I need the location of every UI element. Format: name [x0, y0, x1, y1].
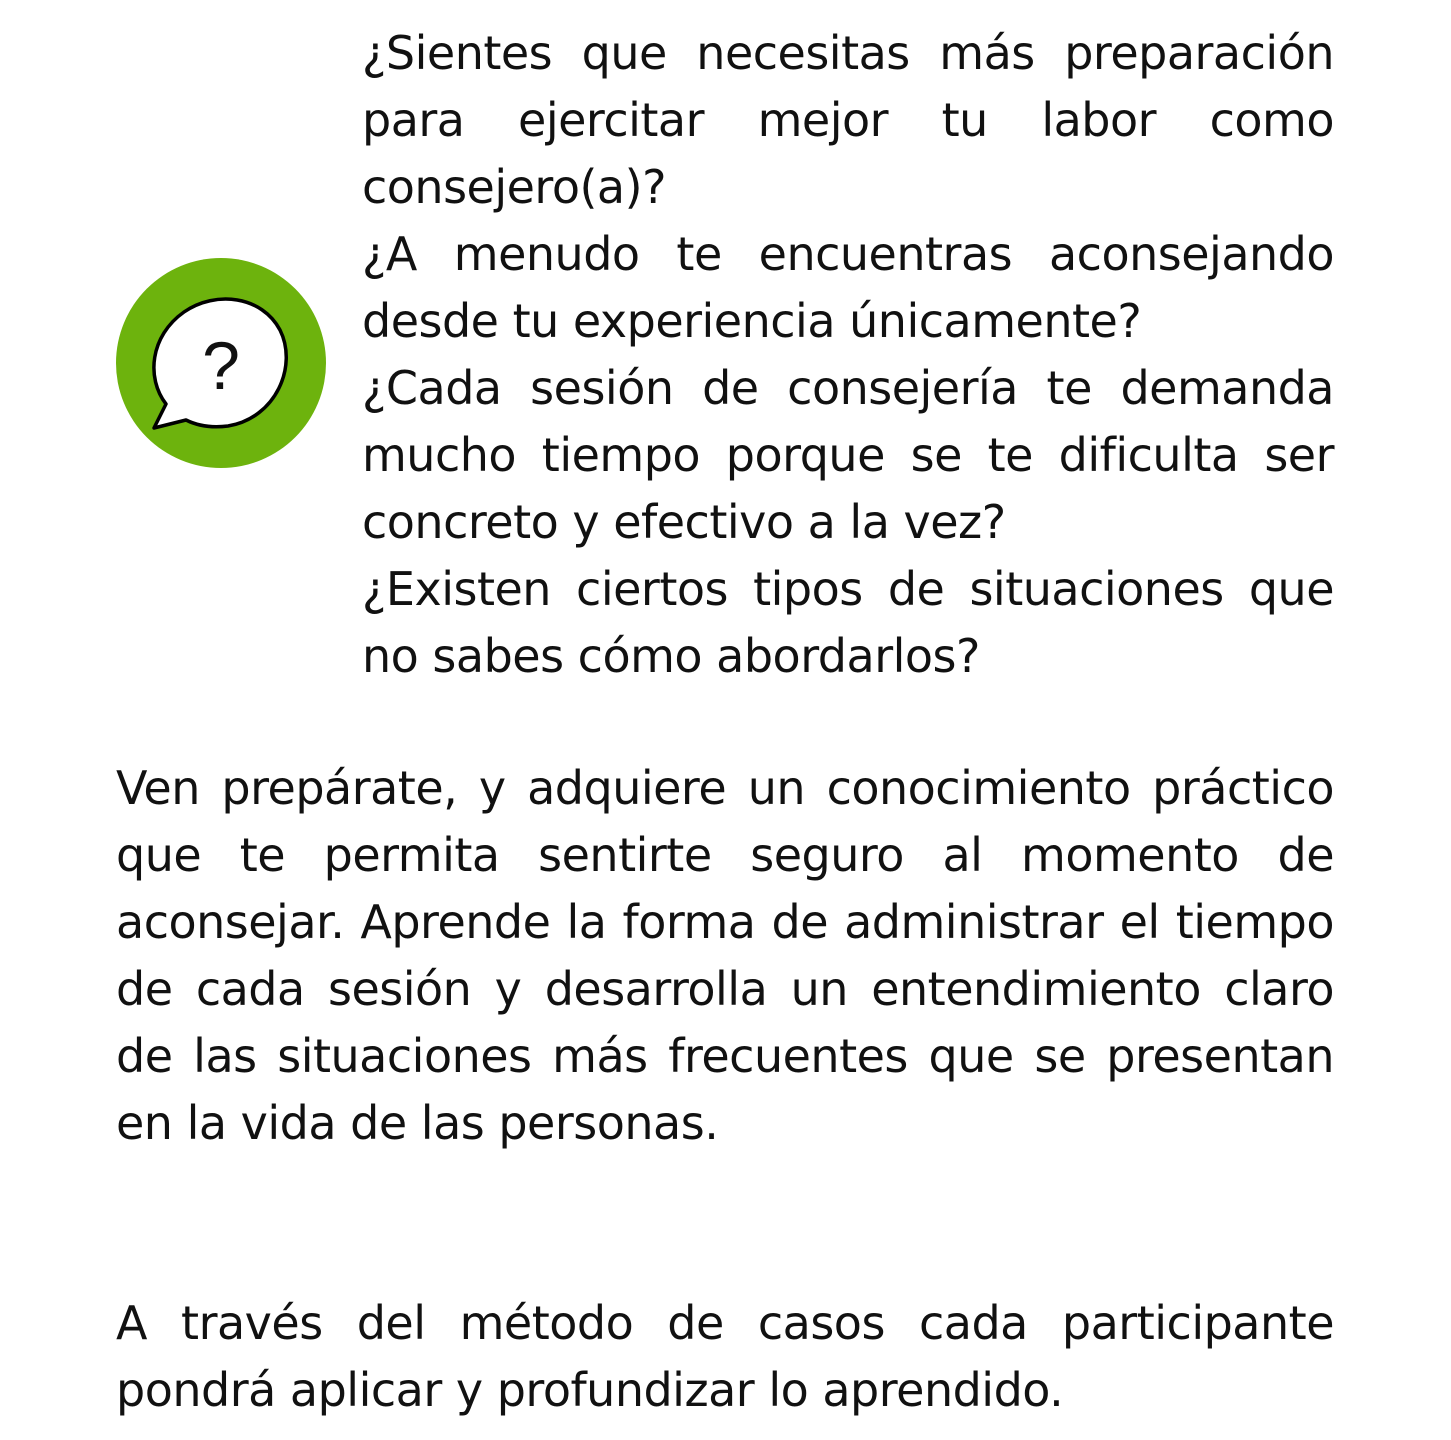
question-2: ¿A menudo te encuentras aconsejando desde tu experiencia únicamente? — [362, 227, 1334, 348]
question-speech-bubble-icon — [116, 258, 326, 468]
question-icon-badge — [116, 258, 326, 468]
method-paragraph: A través del método de casos cada participante pondrá aplicar y profundizar lo aprendido. — [116, 1296, 1334, 1417]
question-3: ¿Cada sesión de consejería te demanda mucho tiempo porque se te dificulta ser concreto y efectivo a la vez? — [362, 361, 1334, 549]
question-mark-glyph: ? — [202, 328, 240, 404]
question-1: ¿Sientes que necesitas más preparación para ejercitar mejor tu labor como consejero(a)? — [362, 26, 1334, 214]
question-list — [362, 20, 1334, 690]
intro-paragraph: Ven prepárate, y adquiere un conocimiento práctico que te permita sentirte seguro al momento de aconsejar. Aprende la forma de administrar el tiempo de cada sesión y desarrolla un entendimiento claro de las situaciones más frecuentes que se presentan en la vida de las personas. — [116, 761, 1334, 1150]
question-4: ¿Existen ciertos tipos de situaciones que no sabes cómo abordarlos? — [362, 562, 1334, 683]
